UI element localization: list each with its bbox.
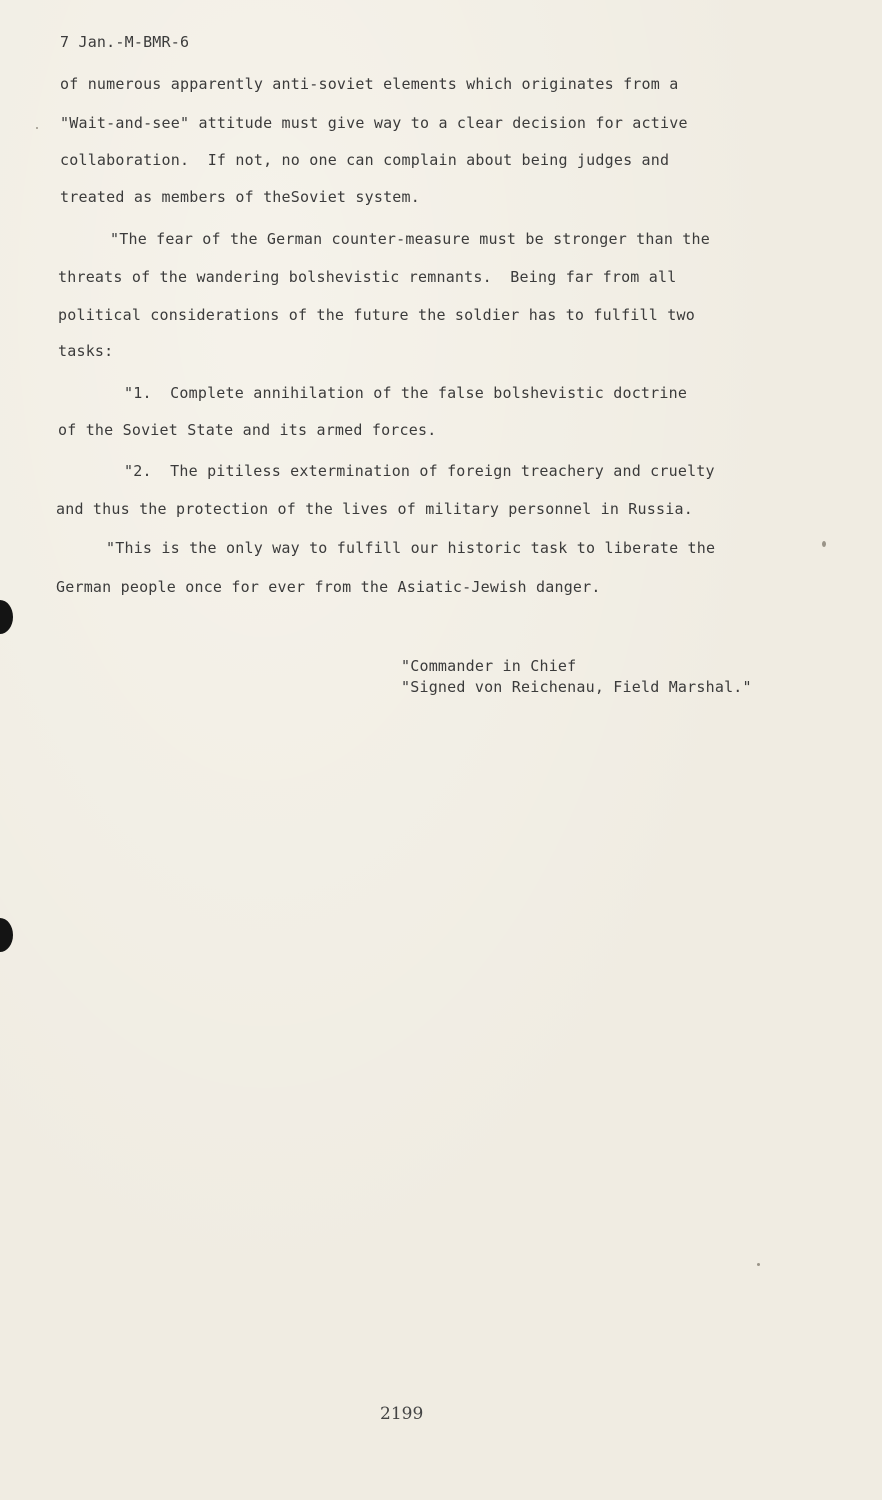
body-line: of the Soviet State and its armed forces. <box>58 421 437 439</box>
body-line: collaboration. If not, no one can complain about being judges and <box>60 151 670 169</box>
body-line: "2. The pitiless extermination of foreign treachery and cruelty <box>124 462 715 480</box>
body-line: "Wait-and-see" attitude must give way to a clear decision for active <box>60 114 688 132</box>
body-line: German people once for ever from the Asiatic-Jewish danger. <box>56 578 601 596</box>
body-line: and thus the protection of the lives of military personnel in Russia. <box>56 500 693 518</box>
punch-hole-top <box>0 600 13 634</box>
body-line: "This is the only way to fulfill our historic task to liberate the <box>106 539 716 557</box>
body-line: political considerations of the future the soldier has to fulfill two <box>58 306 695 324</box>
body-line: "1. Complete annihilation of the false bolshevistic doctrine <box>124 384 688 402</box>
ink-speck <box>757 1263 760 1266</box>
body-line: tasks: <box>58 342 114 360</box>
page-number: 2199 <box>380 1404 424 1424</box>
document-reference: 7 Jan.-M-BMR-6 <box>60 33 190 51</box>
ink-speck <box>36 127 38 129</box>
signature-title: "Commander in Chief <box>401 657 577 675</box>
punch-hole-bottom <box>0 918 13 952</box>
signature-signed: "Signed von Reichenau, Field Marshal." <box>401 678 752 696</box>
body-line: "The fear of the German counter-measure must be stronger than the <box>110 230 710 248</box>
ink-speck <box>822 541 826 547</box>
body-line: threats of the wandering bolshevistic remnants. Being far from all <box>58 268 677 286</box>
body-line: treated as members of theSoviet system. <box>60 188 420 206</box>
body-line: of numerous apparently anti-soviet elements which originates from a <box>60 75 679 93</box>
